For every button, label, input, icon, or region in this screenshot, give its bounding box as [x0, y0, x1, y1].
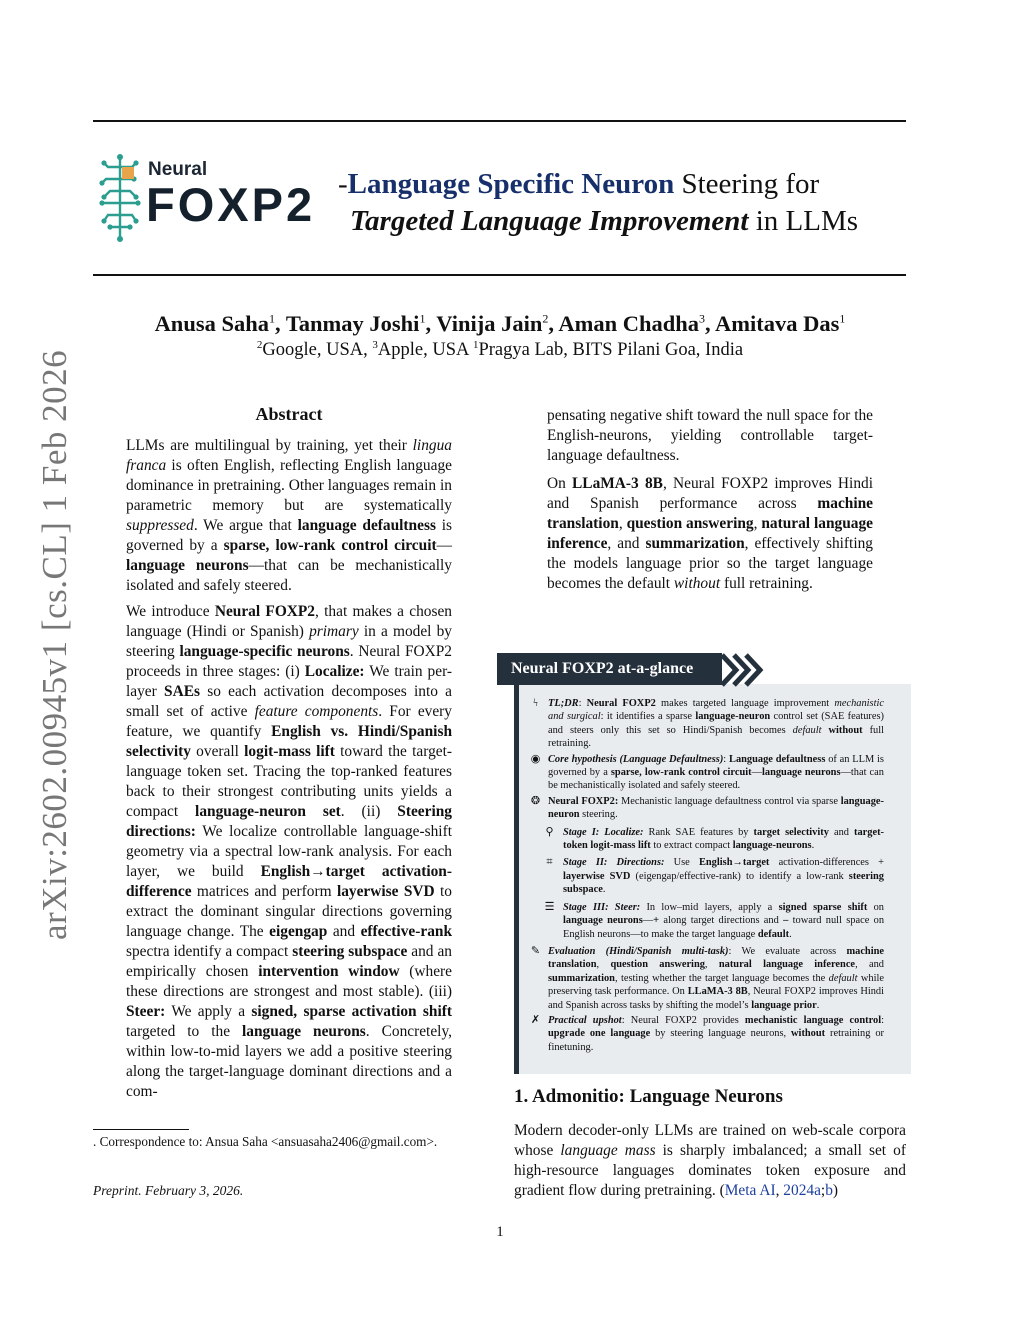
section-heading: 1. Admonitio: Language Neurons [514, 1086, 783, 1107]
title-blue-phrase: Language Specific Neuron [347, 168, 675, 200]
stage-3-item: ☰ Stage III: Steer: In low–mid layers, apply a signed sparse shift on language neurons—+ along target directions and – toward null space on English neurons—to make the target language default. [528, 901, 884, 941]
author: Aman Chadha [558, 311, 700, 336]
pencil-icon: ✎ [530, 944, 541, 957]
logo-neural-text: Neural [148, 159, 208, 180]
core-hypothesis-item: ◉ Core hypothesis (Language Defaultness): Language defaultness of an LLM is governed by a sparse, low-rank control circuit—language neurons—that can be mechanistically isolated and safely steered. [528, 753, 884, 793]
top-rule [93, 120, 906, 122]
brain-icon: ❂ [530, 794, 541, 807]
author-sup: 2 [542, 311, 549, 326]
glance-box-content [528, 697, 884, 1056]
affil-sup: 1 [472, 339, 479, 351]
author: Amitava Das [715, 311, 840, 336]
page-number: 1 [496, 1224, 504, 1240]
glance-box-title: Neural FOXP2 at-a-glance [497, 653, 722, 685]
author-sup: 1 [269, 311, 275, 326]
citation-link[interactable]: b [825, 1182, 833, 1199]
practical-upshot-item: ✗ Practical upshot: Neural FOXP2 provides mechanistic language control: upgrade one language by steering language neurons, without retraining or finetuning. [528, 1014, 884, 1054]
neural-foxp2-item: ❂ Neural FOXP2: Mechanistic language defaultness control via sparse language-neuron steering. [528, 795, 884, 822]
paper-title [338, 166, 918, 240]
stage-2-item: ⌗ Stage II: Directions: Use English→target activation-differences + layerwise SVD (eigengap/effective-rank) to identify a low-rank steering subspace. [528, 856, 884, 896]
affil-sup: 2 [256, 339, 263, 351]
affiliations [0, 339, 1000, 361]
target-icon: ◉ [530, 752, 541, 765]
arxiv-stamp: arXiv:2602.00945v1 [cs.CL] 1 Feb 2026 [35, 349, 74, 940]
author-sup: 3 [699, 311, 706, 326]
footnote-rule [93, 1129, 189, 1130]
citation-link[interactable]: 2024a [783, 1182, 821, 1199]
author: Vinija Jain [436, 311, 543, 336]
author-sup: 1 [839, 311, 846, 326]
author-list: Anusa Saha$^1$, Tanmay Joshi$^1$, Vinija Jain$^2$, Aman Chadha$^3$, Amitava Das$^1$ [154, 311, 846, 336]
author-sup: 1 [419, 311, 426, 326]
tools-icon: ✗ [530, 1013, 541, 1026]
search-icon: ⚲ [545, 825, 554, 838]
citation-link[interactable]: Meta AI [724, 1182, 776, 1199]
preprint-date: Preprint. February 3, 2026. [93, 1183, 244, 1198]
abstract-paragraph-3: pensating negative shift toward the null space for the English-neurons, yielding controllable target-language defaultness. [547, 407, 873, 464]
bolt-icon: ϟ [533, 697, 538, 709]
correspondence-footnote: . Correspondence to: Ansua Saha <ansuasaha2406@gmail.com>. [93, 1134, 438, 1149]
author: Anusa Saha [154, 311, 269, 336]
tldr-item: ϟ TL;DR: Neural FOXP2 makes targeted language improvement mechanistic and surgical: it identifies a sparse language-neuron control set (SAE features) and steers only this set so Hindi/Spanish becomes default without full retraining. [528, 697, 884, 751]
stage-1-item: ⚲ Stage I: Localize: Rank SAE features by target selectivity and target-token logit-mass lift to extract compact language-neurons. [528, 826, 884, 853]
affiliation: Google, USA, [262, 340, 373, 361]
evaluation-item: ✎ Evaluation (Hindi/Spanish multi-task): We evaluate across machine translation, question answering, natural language inference, and summarization, testing whether the target language becomes the default while preserving task performance. On LLaMA-3 8B, Neural FOXP2 improves Hindi and Spanish across tasks by shifting the model’s language prior. [528, 945, 884, 1012]
abstract-heading: Abstract [255, 404, 323, 424]
network-icon: ⌗ [546, 856, 553, 869]
abstract-paragraph-2: We introduce Neural FOXP2, that makes a chosen language (Hindi or Spanish) primary in a model by steering language-specific neurons. Neural FOXP2 proceeds in three stages: (i) Localize: We train per-layer SAEs so each activation decomposes into a small set of active feature components. For every feature, we quantify English vs. Hindi/Spanish selectivity overall logit-mass lift toward the target-language token set. Tracing the top-ranked features back to their strongest contributing units yields a compact language-neuron set. (ii) Steering directions: We localize controllable language-shift geometry via a spectral low-rank analysis. For each layer, we build English→target activation-difference matrices and perform layerwise SVD to extract the dominant singular directions governing language change. The eigengap and effective-rank spectra identify a compact steering subspace and an empirically chosen intervention window (where these directions are strongest and most stable). (iii) Steer: We apply a signed, sparse activation shift targeted to the language neurons. Concretely, within low-to-mid layers we add a positive steering along the target-language dominant directions and a com- [126, 603, 453, 1100]
author: Tanmay Joshi [285, 311, 420, 336]
circuit-fox-icon [96, 153, 146, 245]
abstract-paragraph-1: LLMs are multilingual by training, yet their lingua franca is often English, reflecting English language dominance in pretraining. Other languages remain in parametric memory but are systematically suppressed. We argue that language defaultness is governed by a sparse, low-rank control circuit—language neurons—that can be mechanistically isolated and safely steered. [126, 437, 453, 594]
affil-sup: 3 [372, 339, 378, 351]
chevron-arrows-icon [720, 653, 765, 687]
logo-foxp2-text: FOXP2 [146, 178, 316, 231]
title-plain-1: Steering for [674, 168, 820, 200]
intro-paragraph: Modern decoder-only LLMs are trained on web-scale corpora whose language mass is sharply imbalanced; a small set of high-resource languages dominates token exposure and gradient flow during pretraining. (Meta AI, 2024a;b) [514, 1122, 906, 1199]
title-plain-2: in LLMs [748, 205, 859, 237]
title-bottom-rule [93, 274, 906, 276]
title-dash: - [338, 168, 348, 200]
neural-foxp2-logo [96, 153, 324, 245]
abstract-body [126, 436, 452, 1108]
right-column-top [547, 406, 873, 600]
affiliation: Apple, USA [377, 340, 473, 361]
affiliation: Pragya Lab, BITS Pilani Goa, India [478, 340, 744, 361]
sliders-icon: ☰ [544, 900, 555, 913]
title-italic-phrase: Targeted Language Improvement [350, 205, 749, 237]
abstract-paragraph-4: On LLaMA-3 8B, Neural FOXP2 improves Hindi and Spanish performance across machine translation, question answering, natural language inference, and summarization, effectively shifting the models language prior so the target language becomes the default without full retraining. [547, 475, 874, 592]
